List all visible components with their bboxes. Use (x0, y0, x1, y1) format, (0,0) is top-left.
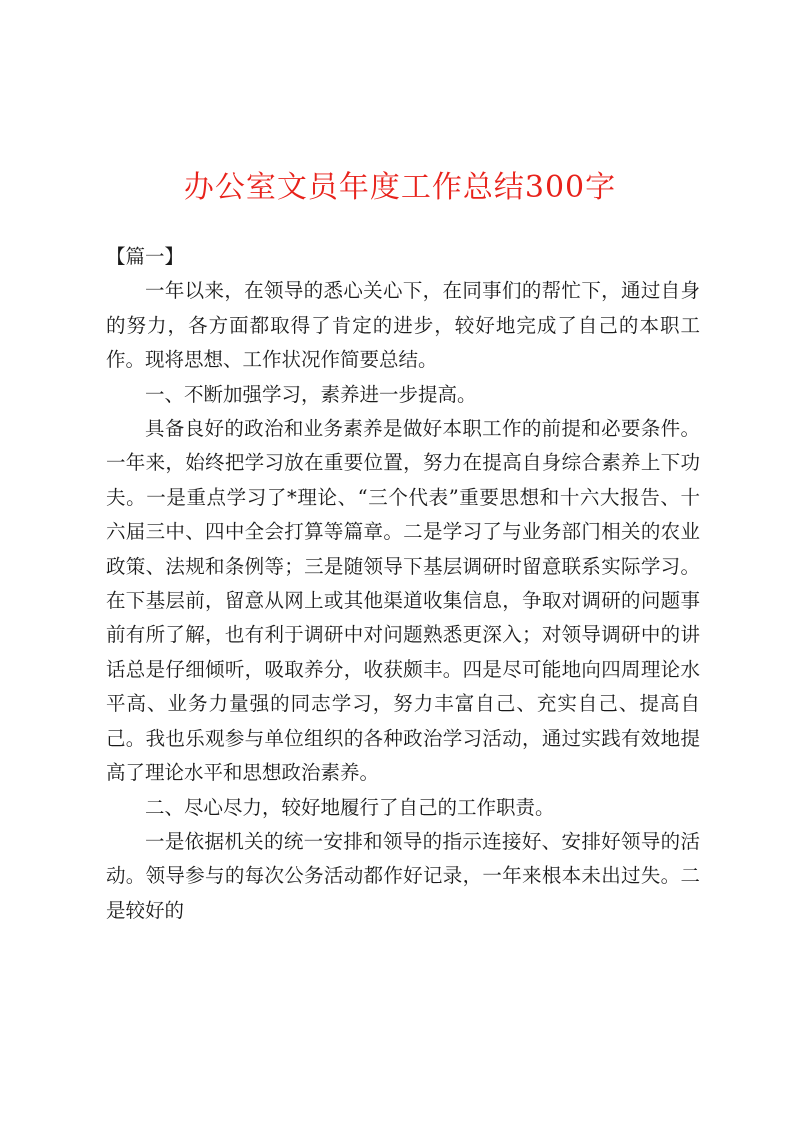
paragraph-duties: 一是依据机关的统一安排和领导的指示连接好、安排好领导的活动。领导参与的每次公务活动都作好记录，一年来根本未出过失。二是较好的 (106, 829, 700, 922)
paragraph-intro: 一年以来，在领导的悉心关心下，在同事们的帮忙下，通过自身的努力，各方面都取得了肯定的进步，较好地完成了自己的本职工作。现将思想、工作状况作简要总结。 (106, 279, 700, 372)
section-marker: 【篇一】 (106, 245, 185, 268)
paragraph-study: 具备良好的政治和业务素养是做好本职工作的前提和必要条件。一年来，始终把学习放在重要位置，努力在提高自身综合素养上下功夫。一是重点学习了*理论、“三个代表”重要思想和十六大报告、十六届三中、四中全会打算等篇章。二是学习了与业务部门相关的农业政策、法规和条例等；三是随领导下基层调研时留意联系实际学习。在下基层前，留意从网上或其他渠道收集信息，争取对调研的问题事前有所了解，也有利于调研中对问题熟悉更深入；对领导调研中的讲话总是仔细倾听，吸取养分，收获颇丰。四是尽可能地向四周理论水平高、业务力量强的同志学习，努力丰富自己、充实自己、提高自己。我也乐观参与单位组织的各种政治学习活动，通过实践有效地提高了理论水平和思想政治素养。 (106, 417, 700, 785)
section-heading-1: 一、不断加强学习，素养进一步提高。 (145, 382, 477, 406)
document-body (106, 240, 700, 928)
document-title: 办公室文员年度工作总结300字 (183, 170, 617, 205)
section-heading-2: 二、尽心尽力，较好地履行了自己的工作职责。 (145, 795, 555, 819)
